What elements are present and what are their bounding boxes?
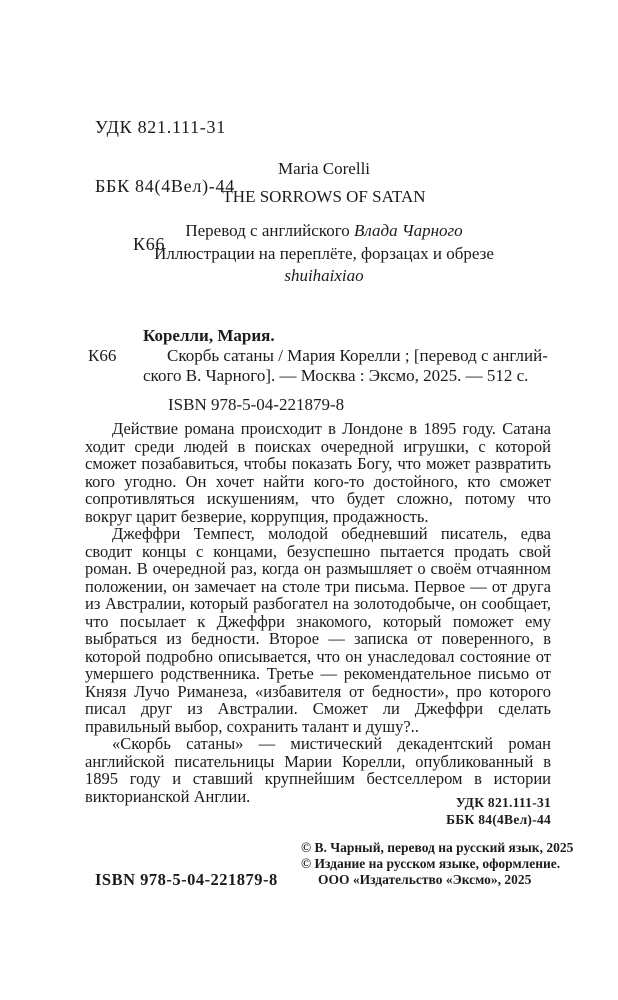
translator-name: Влада Чарного: [354, 221, 463, 240]
copyright-block: [301, 840, 573, 889]
copyright-publisher-line: ООО «Издательство «Эксмо», 2025: [318, 872, 532, 888]
annotation-text: [85, 420, 551, 805]
bbk-code: ББК 84(4Вел)-44: [95, 175, 235, 196]
bottom-classification-codes: [85, 795, 551, 828]
edition-credits-group: [85, 220, 563, 288]
illustrations-credit-line: Иллюстрации на переплёте, форзацах и обрезе: [154, 243, 494, 263]
translation-credit-line: [85, 220, 563, 243]
original-author-name: Maria Corelli: [277, 159, 371, 178]
catalog-card-entry: [88, 326, 558, 415]
udk-code-bottom: УДК 821.111-31: [455, 795, 551, 810]
title-block: [85, 155, 563, 288]
original-title-group: [85, 155, 563, 210]
copyright-edition-line: © Издание на русском языке, оформление.: [301, 856, 561, 872]
catalog-description-line: ского В. Чарного]. — Москва : Эксмо, 2025. — 512 с.: [143, 366, 529, 385]
original-title: THE SORROWS OF SATAN: [222, 186, 426, 206]
catalog-isbn: ISBN 978-5-04-221879-8: [168, 395, 345, 414]
catalog-author: Корелли, Мария.: [143, 326, 275, 345]
udk-code: УДК 821.111-31: [95, 117, 226, 137]
catalog-author-code: К66: [88, 346, 117, 365]
illustrator-name: shuihaixiao: [284, 266, 364, 285]
translation-credit-prefix: Перевод с английского: [185, 221, 354, 240]
author-sign-code: К66: [133, 234, 166, 254]
annotation-paragraph: Джеффри Темпест, молодой обедневший писатель, едва сводит концы с концами, безуспешно пытается продать свой роман. В очередной раз, когда он размышляет о своём отчаянном положении, он замечает на столе три письма. Первое — от друга из Австралии, который разбогател на золотодобыче, он сообщает, что посылает к Джеффри знакомого, который поможет ему выбраться из бедности. Второе — записка от поверенного, в которой подробно описывается, что он унаследовал состояние от умершего родственника. Третье — рекомендательное письмо от Князя Лучо Риманеза, «избавителя от бедности», про которого писал друг из Австралии. Сможет ли Джеффри сделать правильный выбор, сохранить талант и душу?..: [85, 524, 551, 736]
bbk-code-bottom: ББК 84(4Вел)-44: [446, 811, 551, 827]
annotation-paragraph: «Скорбь сатаны» — мистический декадентский роман английской писательницы Марии Корелли, опубликованный в 1895 году и ставший крупнейшим бестселлером в истории викторианской Англии.: [85, 734, 551, 806]
isbn-bottom: ISBN 978-5-04-221879-8: [95, 870, 278, 889]
catalog-description-line: Скорбь сатаны / Мария Корелли ; [перевод с англий-: [167, 346, 548, 365]
annotation-paragraph: Действие романа происходит в Лондоне в 1895 году. Сатана ходит среди людей в поисках очередной игрушки, с которой сможет позабавиться, чтобы показать Богу, что может развратить кого угодно. Он хочет найти кого-то достойного, кто сможет сопротивляться искушениям, что будет сложно, потому что вокруг царит безверие, коррупция, продажность.: [85, 419, 551, 526]
copyright-translation-line: © В. Чарный, перевод на русский язык, 2025: [301, 840, 574, 855]
